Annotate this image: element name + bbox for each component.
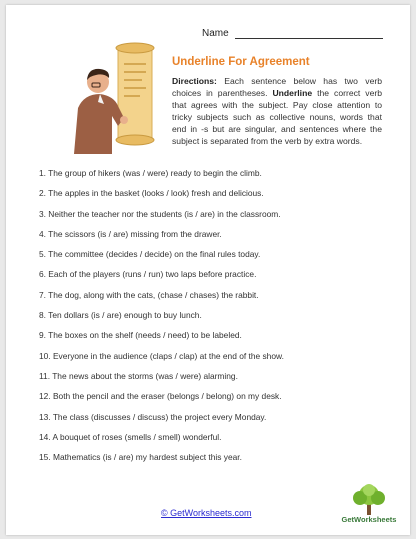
sentence-item[interactable]: 8. Ten dollars (is / are) enough to buy lunch. [39,310,202,321]
sentence-item[interactable]: 13. The class (discusses / discuss) the project every Monday. [39,411,267,422]
sentence-item[interactable]: 10. Everyone in the audience (claps / clap) at the end of the show. [39,350,284,361]
name-label: Name [202,28,229,39]
sentence-list [39,167,389,471]
sentence-item[interactable]: 9. The boxes on the shelf (needs / need) to be labeled. [39,330,242,341]
sentence-item[interactable]: 12. Both the pencil and the eraser (belongs / belong) on my desk. [39,391,282,402]
directions-text-part-2: the correct verb that agrees with the subject. Pay close attention to tricky subjects such as collective nouns, words that end in -s but are singular, and sentences where the subject is separated from the verb by extra words. [172,88,382,146]
name-field [202,28,383,39]
getworksheets-logo [336,483,402,527]
tree-icon [336,483,402,517]
logo-text: GetWorksheets [341,515,397,524]
sentence-item[interactable]: 11. The news about the storms (was / were) alarming. [39,370,238,381]
directions-label: Directions: [172,76,217,86]
directions-text-part-1: Each sentence below has two verb choices in parentheses. [172,76,382,98]
sentence-item[interactable]: 5. The committee (decides / decide) on the final rules today. [39,249,261,260]
teacher-with-scroll-illustration [60,42,170,154]
worksheet-page [6,5,410,535]
sentence-item[interactable]: 7. The dog, along with the cats, (chase / chases) the rabbit. [39,289,259,300]
sentence-item[interactable]: 3. Neither the teacher nor the students (is / are) in the classroom. [39,208,281,219]
sentence-item[interactable]: 14. A bouquet of roses (smells / smell) wonderful. [39,431,222,442]
sentence-item[interactable]: 1. The group of hikers (was / were) ready to begin the climb. [39,168,262,178]
worksheet-title: Underline For Agreement [172,56,310,68]
name-write-line [235,28,383,39]
directions-emphasis: Underline [272,88,313,98]
sentence-item[interactable]: 4. The scissors (is / are) missing from the drawer. [39,228,222,239]
sentence-item[interactable]: 2. The apples in the basket (looks / look) fresh and delicious. [39,188,264,199]
sentence-item[interactable]: 6. Each of the players (runs / run) two laps before practice. [39,269,257,280]
sentence-item[interactable]: 15. Mathematics (is / are) my hardest subject this year. [39,452,242,463]
directions-paragraph [172,75,382,147]
getworksheets-link[interactable]: © GetWorksheets.com [161,508,252,518]
